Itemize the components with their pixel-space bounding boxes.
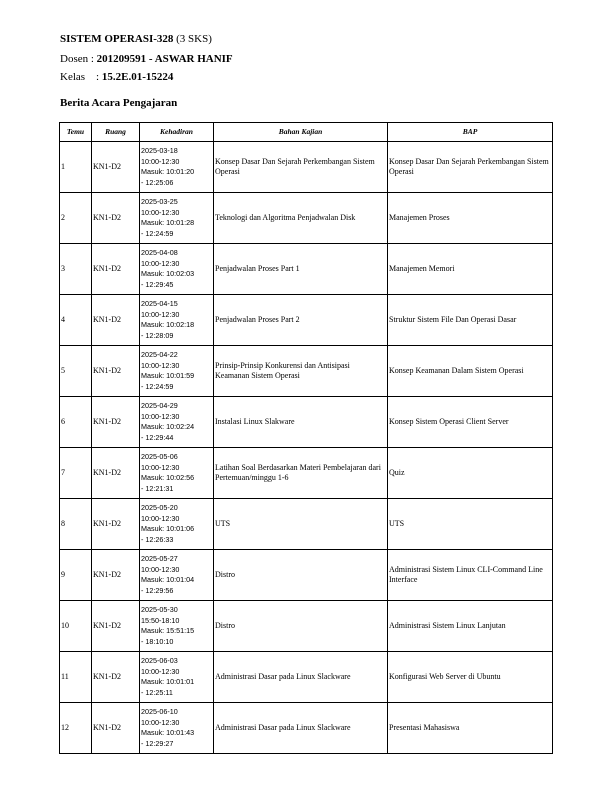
kehadiran-line: 10:00-12:30 bbox=[141, 717, 180, 727]
kehadiran-line: Masuk: 10:02:03 bbox=[141, 269, 195, 278]
kehadiran-line: - 12:28:09 bbox=[141, 330, 174, 340]
cell-temu: 8 bbox=[60, 499, 92, 550]
cell-bap: UTS bbox=[388, 499, 553, 550]
cell-bahan-kajian: Konsep Dasar Dan Sejarah Perkembangan Sistem Operasi bbox=[214, 142, 388, 193]
bap-table bbox=[59, 122, 553, 754]
kehadiran-line: 2025-06-10 bbox=[141, 707, 178, 716]
cell-temu: 10 bbox=[60, 601, 92, 652]
table-row bbox=[60, 142, 553, 193]
kehadiran-line: - 12:21:31 bbox=[141, 483, 174, 493]
cell-bap: Manajemen Memori bbox=[388, 244, 553, 295]
cell-kehadiran bbox=[140, 397, 214, 448]
kehadiran-line: 10:00-12:30 bbox=[141, 564, 180, 574]
table-row bbox=[60, 448, 553, 499]
cell-bap: Konfigurasi Web Server di Ubuntu bbox=[388, 652, 553, 703]
kehadiran-line: Masuk: 10:01:04 bbox=[141, 575, 195, 584]
cell-bap: Administrasi Sistem Linux CLI-Command Line Interface bbox=[388, 550, 553, 601]
cell-bahan-kajian: UTS bbox=[214, 499, 388, 550]
cell-bap: Quiz bbox=[388, 448, 553, 499]
cell-bap: Konsep Sistem Operasi Client Server bbox=[388, 397, 553, 448]
cell-bahan-kajian: Prinsip-Prinsip Konkurensi dan Antisipasi Keamanan Sistem Operasi bbox=[214, 346, 388, 397]
cell-bahan-kajian: Latihan Soal Berdasarkan Materi Pembelajaran dari Pertemuan/minggu 1-6 bbox=[214, 448, 388, 499]
kehadiran-line: Masuk: 10:01:20 bbox=[141, 167, 195, 176]
table-header-row bbox=[60, 123, 553, 142]
cell-bap: Konsep Keamanan Dalam Sistem Operasi bbox=[388, 346, 553, 397]
table-row bbox=[60, 703, 553, 754]
kehadiran-line: 2025-05-27 bbox=[141, 554, 178, 563]
cell-temu: 7 bbox=[60, 448, 92, 499]
cell-temu: 3 bbox=[60, 244, 92, 295]
kehadiran-line: Masuk: 10:02:24 bbox=[141, 422, 195, 431]
kehadiran-line: 2025-04-15 bbox=[141, 299, 178, 308]
cell-kehadiran bbox=[140, 550, 214, 601]
kehadiran-line: Masuk: 10:01:01 bbox=[141, 677, 195, 686]
col-header-bahan-kajian: Bahan Kajian bbox=[214, 123, 388, 142]
dosen-value: 201209591 - ASWAR HANIF bbox=[96, 53, 233, 65]
cell-ruang: KN1-D2 bbox=[92, 142, 140, 193]
cell-kehadiran bbox=[140, 703, 214, 754]
kehadiran-line: - 12:29:44 bbox=[141, 432, 174, 442]
cell-ruang: KN1-D2 bbox=[92, 346, 140, 397]
cell-temu: 5 bbox=[60, 346, 92, 397]
table-row bbox=[60, 244, 553, 295]
kehadiran-line: Masuk: 10:01:06 bbox=[141, 524, 195, 533]
cell-bap: Administrasi Sistem Linux Lanjutan bbox=[388, 601, 553, 652]
cell-temu: 4 bbox=[60, 295, 92, 346]
kehadiran-line: 10:00-12:30 bbox=[141, 258, 180, 268]
section-title: Berita Acara Pengajaran bbox=[60, 97, 178, 109]
kehadiran-line: 10:00-12:30 bbox=[141, 360, 180, 370]
kehadiran-line: - 12:24:59 bbox=[141, 228, 174, 238]
table-row bbox=[60, 346, 553, 397]
cell-bahan-kajian: Distro bbox=[214, 550, 388, 601]
cell-kehadiran bbox=[140, 346, 214, 397]
kelas-line: Kelas : 15.2E.01-15224 bbox=[60, 71, 174, 83]
kehadiran-line: - 12:29:27 bbox=[141, 738, 174, 748]
table-row bbox=[60, 295, 553, 346]
cell-ruang: KN1-D2 bbox=[92, 244, 140, 295]
col-header-bap: BAP bbox=[388, 123, 553, 142]
kehadiran-line: Masuk: 15:51:15 bbox=[141, 626, 195, 635]
col-header-kehadiran: Kehadiran bbox=[140, 123, 214, 142]
table-row bbox=[60, 652, 553, 703]
kelas-label: Kelas bbox=[60, 71, 86, 83]
col-header-ruang: Ruang bbox=[92, 123, 140, 142]
kehadiran-line: 15:50-18:10 bbox=[141, 615, 180, 625]
kehadiran-line: - 18:10:10 bbox=[141, 636, 174, 646]
cell-temu: 11 bbox=[60, 652, 92, 703]
cell-kehadiran bbox=[140, 142, 214, 193]
table-row bbox=[60, 193, 553, 244]
col-header-temu: Temu bbox=[60, 123, 92, 142]
cell-ruang: KN1-D2 bbox=[92, 295, 140, 346]
table-row bbox=[60, 499, 553, 550]
kehadiran-line: 2025-04-22 bbox=[141, 350, 178, 359]
kelas-value: 15.2E.01-15224 bbox=[101, 71, 174, 83]
cell-temu: 6 bbox=[60, 397, 92, 448]
kehadiran-line: - 12:29:45 bbox=[141, 279, 174, 289]
course-title: SISTEM OPERASI-328 (3 SKS) bbox=[60, 33, 212, 45]
cell-kehadiran bbox=[140, 193, 214, 244]
kehadiran-line: 2025-05-20 bbox=[141, 503, 178, 512]
cell-ruang: KN1-D2 bbox=[92, 193, 140, 244]
cell-ruang: KN1-D2 bbox=[92, 703, 140, 754]
cell-kehadiran bbox=[140, 601, 214, 652]
kehadiran-line: 2025-04-29 bbox=[141, 401, 178, 410]
cell-bap: Presentasi Mahasiswa bbox=[388, 703, 553, 754]
kehadiran-line: 2025-05-06 bbox=[141, 452, 178, 461]
cell-kehadiran bbox=[140, 295, 214, 346]
cell-bap: Struktur Sistem File Dan Operasi Dasar bbox=[388, 295, 553, 346]
kehadiran-line: 2025-06-03 bbox=[141, 656, 178, 665]
kehadiran-line: 10:00-12:30 bbox=[141, 462, 180, 472]
cell-kehadiran bbox=[140, 499, 214, 550]
cell-bahan-kajian: Administrasi Dasar pada Linux Slackware bbox=[214, 652, 388, 703]
cell-ruang: KN1-D2 bbox=[92, 550, 140, 601]
cell-ruang: KN1-D2 bbox=[92, 652, 140, 703]
kehadiran-line: 2025-03-25 bbox=[141, 197, 178, 206]
kehadiran-line: 10:00-12:30 bbox=[141, 156, 180, 166]
cell-bahan-kajian: Teknologi dan Algoritma Penjadwalan Disk bbox=[214, 193, 388, 244]
cell-temu: 9 bbox=[60, 550, 92, 601]
kehadiran-line: Masuk: 10:01:28 bbox=[141, 218, 195, 227]
table-body bbox=[60, 142, 553, 754]
table-row bbox=[60, 397, 553, 448]
kehadiran-line: Masuk: 10:02:18 bbox=[141, 320, 195, 329]
table-row bbox=[60, 601, 553, 652]
cell-bahan-kajian: Administrasi Dasar pada Linux Slackware bbox=[214, 703, 388, 754]
course-credits: (3 SKS) bbox=[176, 33, 212, 45]
kehadiran-line: Masuk: 10:01:43 bbox=[141, 728, 195, 737]
cell-bahan-kajian: Penjadwalan Proses Part 1 bbox=[214, 244, 388, 295]
cell-temu: 2 bbox=[60, 193, 92, 244]
dosen-label: Dosen bbox=[60, 53, 89, 65]
cell-bahan-kajian: Instalasi Linux Slakware bbox=[214, 397, 388, 448]
kehadiran-line: - 12:24:59 bbox=[141, 381, 174, 391]
dosen-line: Dosen : 201209591 - ASWAR HANIF bbox=[60, 53, 233, 65]
cell-ruang: KN1-D2 bbox=[92, 448, 140, 499]
kehadiran-line: - 12:25:11 bbox=[141, 687, 173, 697]
table-row bbox=[60, 550, 553, 601]
kehadiran-line: 2025-05-30 bbox=[141, 605, 178, 614]
kehadiran-line: 10:00-12:30 bbox=[141, 666, 180, 676]
cell-temu: 12 bbox=[60, 703, 92, 754]
kehadiran-line: - 12:26:33 bbox=[141, 534, 174, 544]
cell-kehadiran bbox=[140, 652, 214, 703]
kehadiran-line: 2025-04-08 bbox=[141, 248, 178, 257]
kehadiran-line: 10:00-12:30 bbox=[141, 207, 180, 217]
cell-kehadiran bbox=[140, 244, 214, 295]
cell-bap: Manajemen Proses bbox=[388, 193, 553, 244]
cell-ruang: KN1-D2 bbox=[92, 601, 140, 652]
kehadiran-line: Masuk: 10:02:56 bbox=[141, 473, 195, 482]
kehadiran-line: - 12:25:06 bbox=[141, 177, 174, 187]
kehadiran-line: 10:00-12:30 bbox=[141, 411, 180, 421]
cell-bahan-kajian: Penjadwalan Proses Part 2 bbox=[214, 295, 388, 346]
kehadiran-line: Masuk: 10:01:59 bbox=[141, 371, 195, 380]
kehadiran-line: 10:00-12:30 bbox=[141, 309, 180, 319]
cell-bahan-kajian: Distro bbox=[214, 601, 388, 652]
kehadiran-line: 2025-03-18 bbox=[141, 146, 178, 155]
cell-bap: Konsep Dasar Dan Sejarah Perkembangan Sistem Operasi bbox=[388, 142, 553, 193]
cell-kehadiran bbox=[140, 448, 214, 499]
kehadiran-line: - 12:29:56 bbox=[141, 585, 174, 595]
cell-temu: 1 bbox=[60, 142, 92, 193]
kehadiran-line: 10:00-12:30 bbox=[141, 513, 180, 523]
cell-ruang: KN1-D2 bbox=[92, 499, 140, 550]
cell-ruang: KN1-D2 bbox=[92, 397, 140, 448]
